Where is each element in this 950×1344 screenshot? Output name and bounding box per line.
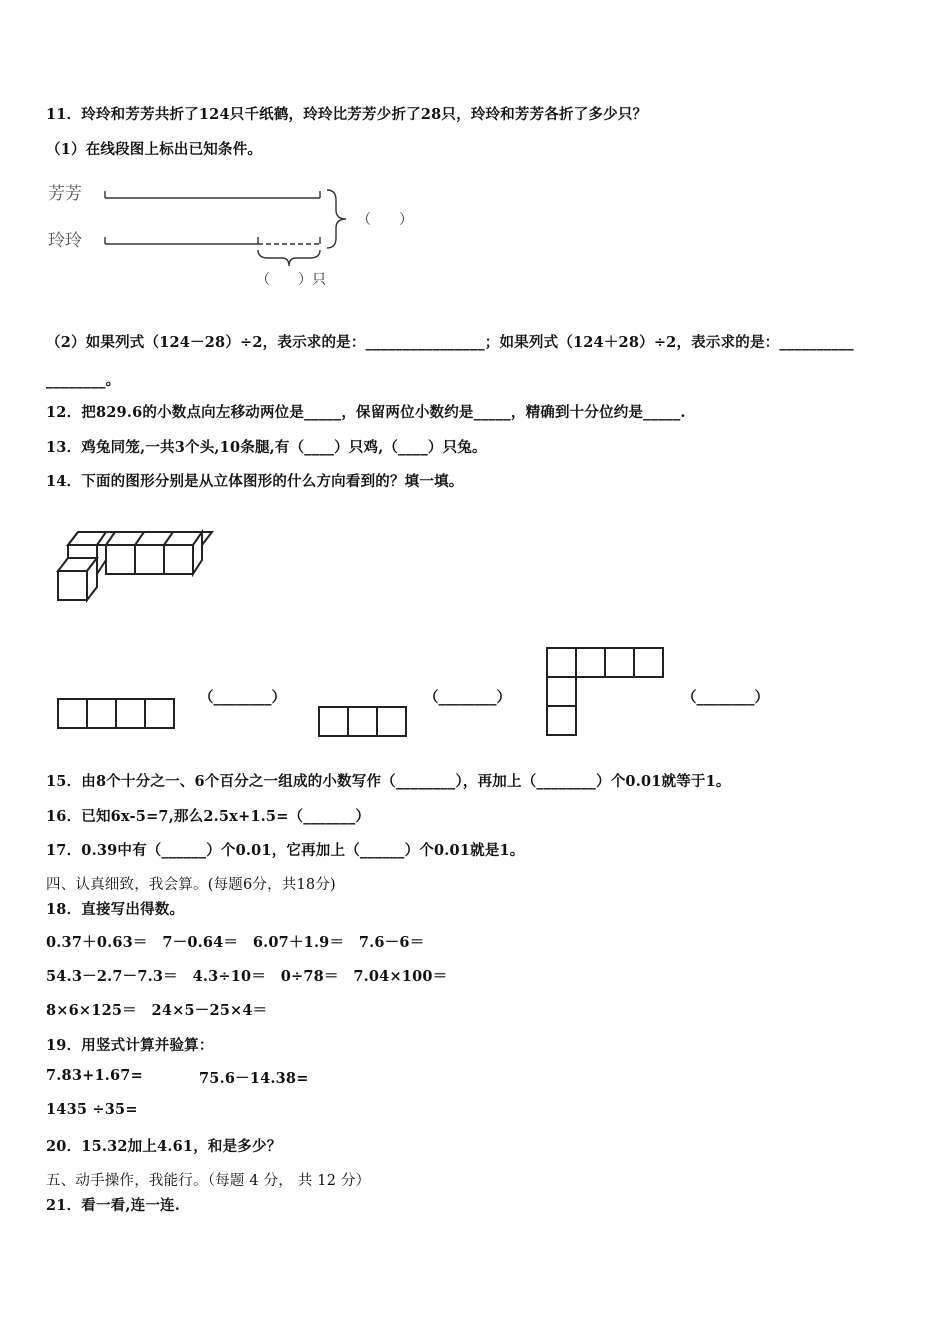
q14-blank-2[interactable]: （________）	[424, 689, 511, 706]
section-5-heading: 五、动手操作，我能行。（每题 4 分， 共 12 分）	[46, 1173, 371, 1189]
q11-sub1: （1）在线段图上标出已知条件。	[46, 141, 263, 158]
q21: 21．看一看,连一连.	[46, 1197, 180, 1214]
q19-stem: 19．用竖式计算并验算：	[46, 1037, 214, 1054]
label-lingling: 玲玲	[48, 231, 82, 251]
q14-blank-1[interactable]: （________）	[199, 689, 286, 706]
q13: 13．鸡兔同笼,一共3个头,10条腿,有（____）只鸡,（____）只兔。	[46, 439, 487, 456]
q19-c: 1435 ÷35=	[46, 1101, 138, 1118]
q20: 20．15.32加上4.61，和是多少？	[46, 1138, 282, 1155]
q11-sub2-line1: （2）如果列式（124－28）÷2，表示求的是：________________；如果列式（124＋28）÷2，表示求的是：__________	[46, 334, 854, 351]
q15: 15．由8个十分之一、6个百分之一组成的小数写作（________），再加上（________）个0.01就等于1。	[46, 773, 731, 790]
q12: 12．把829.6的小数点向左移动两位是_____，保留两位小数约是_____，精确到十分位约是_____.	[46, 404, 686, 421]
q17: 17．0.39中有（______）个0.01，它再加上（______）个0.01就是1。	[46, 842, 525, 859]
q11-stem: 11．玲玲和芳芳共折了124只千纸鹤，玲玲比芳芳少折了28只，玲玲和芳芳各折了多少只？	[46, 106, 648, 123]
q14-blank-3[interactable]: （________）	[682, 689, 769, 706]
section-4-heading: 四、认真细致，我会算。(每题6分，共18分)	[46, 877, 336, 893]
q16: 16．已知6x-5=7,那么2.5x+1.5=（_______）	[46, 808, 371, 825]
q18-row3: 8×6×125＝ 24×5－25×4＝	[46, 1002, 268, 1019]
q18-row2: 54.3－2.7－7.3＝ 4.3÷10＝ 0÷78＝ 7.04×100＝	[46, 968, 448, 985]
q19-a: 7.83+1.67=	[46, 1067, 143, 1084]
bottom-paren: （ ）只	[256, 272, 326, 288]
label-fangfang: 芳芳	[48, 184, 82, 204]
q18-stem: 18．直接写出得数。	[46, 901, 185, 918]
q14-stem: 14．下面的图形分别是从立体图形的什么方向看到的？填一填。	[46, 473, 464, 490]
q11-sub2-line2: ________。	[46, 372, 121, 389]
brace-paren: （ ）	[357, 212, 413, 228]
q19-b: 75.6－14.38=	[199, 1070, 309, 1087]
q18-row1: 0.37＋0.63＝ 7－0.64＝ 6.07＋1.9＝ 7.6－6＝	[46, 934, 425, 951]
